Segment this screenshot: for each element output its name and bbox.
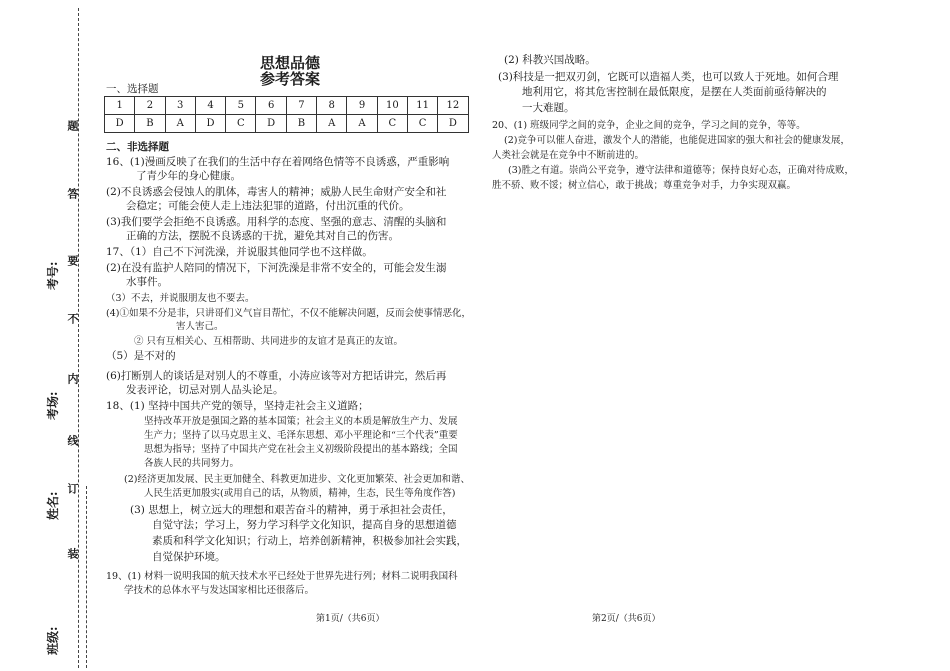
answer-line: 人类社会就是在竞争中不断前进的。 [492,150,645,161]
seal-char: 内 [66,373,79,384]
seal-char: 订 [66,483,79,494]
answer-line: (2)经济更加发展、民主更加健全、科教更加进步、文化更加繁荣、社会更加和谐、 [124,474,470,485]
answer-cell: C [407,115,437,133]
answer-cell: D [105,115,135,133]
answer-line: 一大难题。 [522,102,575,114]
answer-line: 了青少年的身心健康。 [136,170,241,182]
answer-line: 胜不骄、败不馁；树立信心，敢于挑战；尊重竞争对手，力争实现双赢。 [492,180,797,191]
answer-line: 各族人民的共同努力。 [144,458,240,469]
exam-room-label: 考场: [46,391,60,420]
answer-cell: C [377,115,407,133]
answer-line: ② 只有互相关心、互相帮助、共同进步的友谊才是真正的友谊。 [134,336,404,347]
answer-line: 正确的方法，摆脱不良诱惑的干扰，避免其对自己的伤害。 [126,230,399,242]
answer-cell: D [256,115,286,133]
name-label: 姓名: [46,491,60,520]
seal-char: 线 [66,435,79,446]
answer-line: 19、(1) 材料一说明我国的航天技术水平已经处于世界先进行列；材料二说明我国科 [106,571,458,582]
seal-char: 要 [66,255,79,266]
answer-cell: D [195,115,225,133]
seal-char: 不 [66,313,79,324]
question-number: 4 [195,97,225,115]
section-choice-label: 一、选择题 [106,83,159,95]
answer-line: (2)不良诱惑会侵蚀人的肌体，毒害人的精神；威胁人民生命财产安全和社 [106,186,447,198]
answer-line: (3)科技是一把双刃剑，它既可以造福人类，也可以致人于死地。如何合理 [498,71,839,83]
section-nonchoice-label: 二、非选择题 [106,141,169,153]
question-number: 2 [135,97,165,115]
class-label: 班级: [46,626,60,655]
answer-line: (4)①如果不分是非，只讲哥们义气盲目帮忙，不仅不能解决问题，反而会使事情恶化， [106,308,471,319]
answer-line: 坚持改革开放是强国之路的基本国策；社会主义的本质是解放生产力、发展 [144,416,458,427]
answer-line: 16、(1)漫画反映了在我们的生活中存在着网络色情等不良诱惑，严重影响 [106,156,450,168]
answer-line: (3)胜之有道。崇尚公平竞争，遵守法律和道德等；保持良好心态，正确对待成败， [508,165,854,176]
page-title: 思想品德 [259,54,320,72]
question-number: 5 [226,97,256,115]
answer-line: 学技术的总体水平与发达国家相比还很落后。 [124,585,315,596]
seal-char: 答 [66,188,79,199]
answer-cell: D [438,115,468,133]
question-number: 8 [317,97,347,115]
answer-cell: B [135,115,165,133]
answer-cell: A [317,115,347,133]
answer-cell: A [347,115,377,133]
answer-line: 地利用它，将其危害控制在最低限度，是摆在人类面前亟待解决的 [522,86,827,98]
answer-line: (2)竞争可以催人奋进，激发个人的潜能，也能促进国家的强大和社会的健康发展， [504,135,850,146]
seal-char: 题 [66,120,79,131]
binding-line [78,8,79,668]
binding-line-inner [86,486,87,668]
page-subtitle: 参考答案 [259,70,320,88]
answer-line: (2) 科教兴国战略。 [504,54,596,66]
answer-line: 会稳定；可能会使人走上违法犯罪的道路，付出沉重的代价。 [126,200,410,212]
question-number: 6 [256,97,286,115]
answer-line: 思想为指导；坚持了中国共产党在社会主义初级阶段提出的基本路线；全国 [144,444,458,455]
answer-line: （5）是不对的 [106,350,176,362]
exam-number-label: 考号: [46,261,60,290]
answer-line: (3) 思想上，树立远大的理想和艰苦奋斗的精神，勇于承担社会责任， [130,504,453,516]
answer-line: 自觉守法；学习上，努力学习科学文化知识，提高自身的思想道德 [152,519,457,531]
seal-char: 装 [66,548,79,559]
answer-line: 素质和科学文化知识；行动上，培养创新精神，积极参加社会实践， [152,535,467,547]
answer-line: 发表评论，切忌对别人品头论足。 [126,384,284,396]
answer-line: (3)我们要学会拒绝不良诱惑。用科学的态度、坚强的意志、清醒的头脑和 [106,216,447,228]
answer-line: （3）不去，并说服朋友也不要去。 [106,293,255,304]
page-footer-right: 第2页/（共6页） [592,614,661,624]
question-number: 12 [438,97,468,115]
answer-cell: B [286,115,316,133]
answer-line: 生产力；坚持了以马克思主义、毛泽东思想、邓小平理论和“三个代表”重要 [144,430,458,441]
answer-line: 自觉保护环境。 [152,551,226,563]
answer-line: 水事件。 [126,276,168,288]
question-number: 3 [165,97,195,115]
question-number: 9 [347,97,377,115]
answer-line: 人民生活更加殷实(或用自己的话，从物质，精神，生态，民生等角度作答) [144,488,456,499]
answer-line: 害人害己。 [176,321,224,332]
answer-line: (6)打断别人的谈话是对别人的不尊重，小涛应该等对方把话讲完，然后再 [106,370,447,382]
answer-line: 17、（1）自己不下河洗澡，并说服其他同学也不这样做。 [106,246,373,258]
answer-line: 20、(1) 班级同学之间的竞争，企业之间的竞争，学习之间的竞争，等等。 [492,120,806,131]
question-number: 7 [286,97,316,115]
question-number: 10 [377,97,407,115]
page-footer-left: 第1页/（共6页） [316,614,385,624]
question-number: 1 [105,97,135,115]
question-number: 11 [407,97,437,115]
answer-cell: A [165,115,195,133]
answer-table [104,96,469,133]
answer-line: (2)在没有监护人陪同的情况下，下河洗澡是非常不安全的，可能会发生溺 [106,262,447,274]
answer-cell: C [226,115,256,133]
answer-line: 18、(1) 坚持中国共产党的领导，坚持走社会主义道路； [106,400,369,412]
